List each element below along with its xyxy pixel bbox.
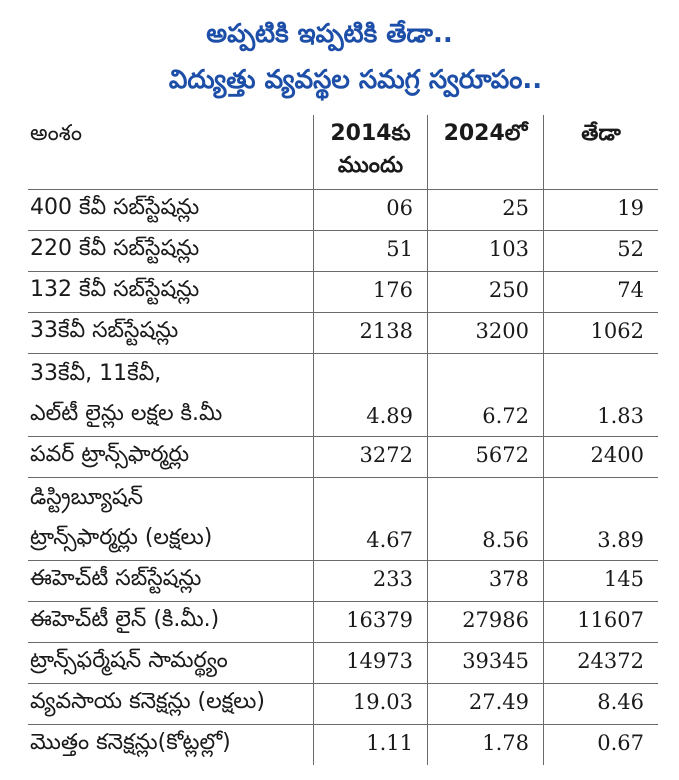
title-line-2: విద్యుత్తు వ్యవస్థల సమగ్ర స్వరూపం.. [168,65,543,95]
row-value-2024: 27986 [427,602,543,642]
row-value-2014: 06 [313,190,427,230]
row-item [28,354,313,436]
row-item: పవర్ ట్రాన్స్‌ఫార్మర్లు [30,442,190,467]
header-item: అంశం [30,121,83,146]
row-item-line1: 33కేవీ, 11కేవీ, [30,361,162,386]
table-row [28,684,658,725]
row-item: మొత్తం కనెక్షన్లు(కోట్లల్లో) [30,730,231,755]
row-value-2024: 1.78 [427,725,543,765]
row-value-2014: 3272 [313,437,427,477]
header-2024: 2024లో [427,115,543,189]
row-value-diff: 0.67 [543,725,658,765]
row-value-2014: 16379 [313,602,427,642]
row-value-2024: 8.56 [427,478,543,560]
row-value-2014: 51 [313,231,427,271]
row-value-2024: 250 [427,272,543,312]
table-row [28,643,658,684]
row-value-diff: 1062 [543,313,658,353]
row-value-diff: 2400 [543,437,658,477]
row-item-line2: ట్రాన్స్‌ఫార్మర్లు (లక్షలు) [30,525,213,550]
row-value-diff: 19 [543,190,658,230]
table-row [28,272,658,313]
row-value-2014: 4.67 [313,478,427,560]
row-item: 132 కేవీ సబ్‌స్టేషన్లు [30,277,200,302]
row-value-2014: 233 [313,561,427,601]
row-value-diff: 8.46 [543,684,658,724]
row-value-diff: 74 [543,272,658,312]
row-item-line1: డిస్ట్రిబ్యూషన్ [30,485,144,510]
row-item-line2: ఎల్‌టీ లైన్లు లక్షల కి.మీ [30,401,223,426]
table-row [28,602,658,643]
row-value-diff: 52 [543,231,658,271]
row-value-2014: 1.11 [313,725,427,765]
table-row [28,354,658,437]
row-value-diff: 145 [543,561,658,601]
table-header-row [28,115,658,190]
header-2014 [313,115,427,189]
table-row [28,478,658,561]
table-row [28,561,658,602]
row-value-2014: 2138 [313,313,427,353]
row-value-2024: 39345 [427,643,543,683]
row-item: ఈహెచ్‌టీ లైన్ (కి.మీ.) [30,607,220,632]
row-value-2014: 176 [313,272,427,312]
row-item: 220 కేవీ సబ్‌స్టేషన్లు [30,236,200,261]
row-value-diff: 24372 [543,643,658,683]
row-value-2024: 27.49 [427,684,543,724]
row-value-2024: 25 [427,190,543,230]
table-row [28,313,658,354]
row-item: 400 కేవీ సబ్‌స్టేషన్లు [30,195,200,220]
row-value-diff: 11607 [543,602,658,642]
row-item: వ్యవసాయ కనెక్షన్లు (లక్షలు) [30,689,266,714]
row-value-2024: 5672 [427,437,543,477]
table-row [28,231,658,272]
row-value-2024: 103 [427,231,543,271]
table-row [28,190,658,231]
row-value-2014: 19.03 [313,684,427,724]
header-2014-line2: ముందు [337,153,404,178]
header-2014-line1: 2014కు [330,121,411,146]
row-item: 33కేవీ సబ్‌స్టేషన్లు [30,318,179,343]
table-row [28,437,658,478]
header-diff: తేడా [543,115,658,189]
row-value-2024: 378 [427,561,543,601]
row-item: ఈహెచ్‌టీ సబ్‌స్టేషన్లు [30,566,202,591]
row-value-2024: 3200 [427,313,543,353]
row-value-2014: 14973 [313,643,427,683]
row-item [28,478,313,560]
row-value-2024: 6.72 [427,354,543,436]
row-item: ట్రాన్స్‌ఫర్మేషన్ సామర్థ్యం [30,648,228,673]
row-value-diff: 3.89 [543,478,658,560]
row-value-diff: 1.83 [543,354,658,436]
table-row [28,725,658,765]
row-value-2014: 4.89 [313,354,427,436]
title-line-1: అప్పటికి ఇప్పటికి తేడా.. [206,19,453,49]
comparison-table [28,115,658,765]
